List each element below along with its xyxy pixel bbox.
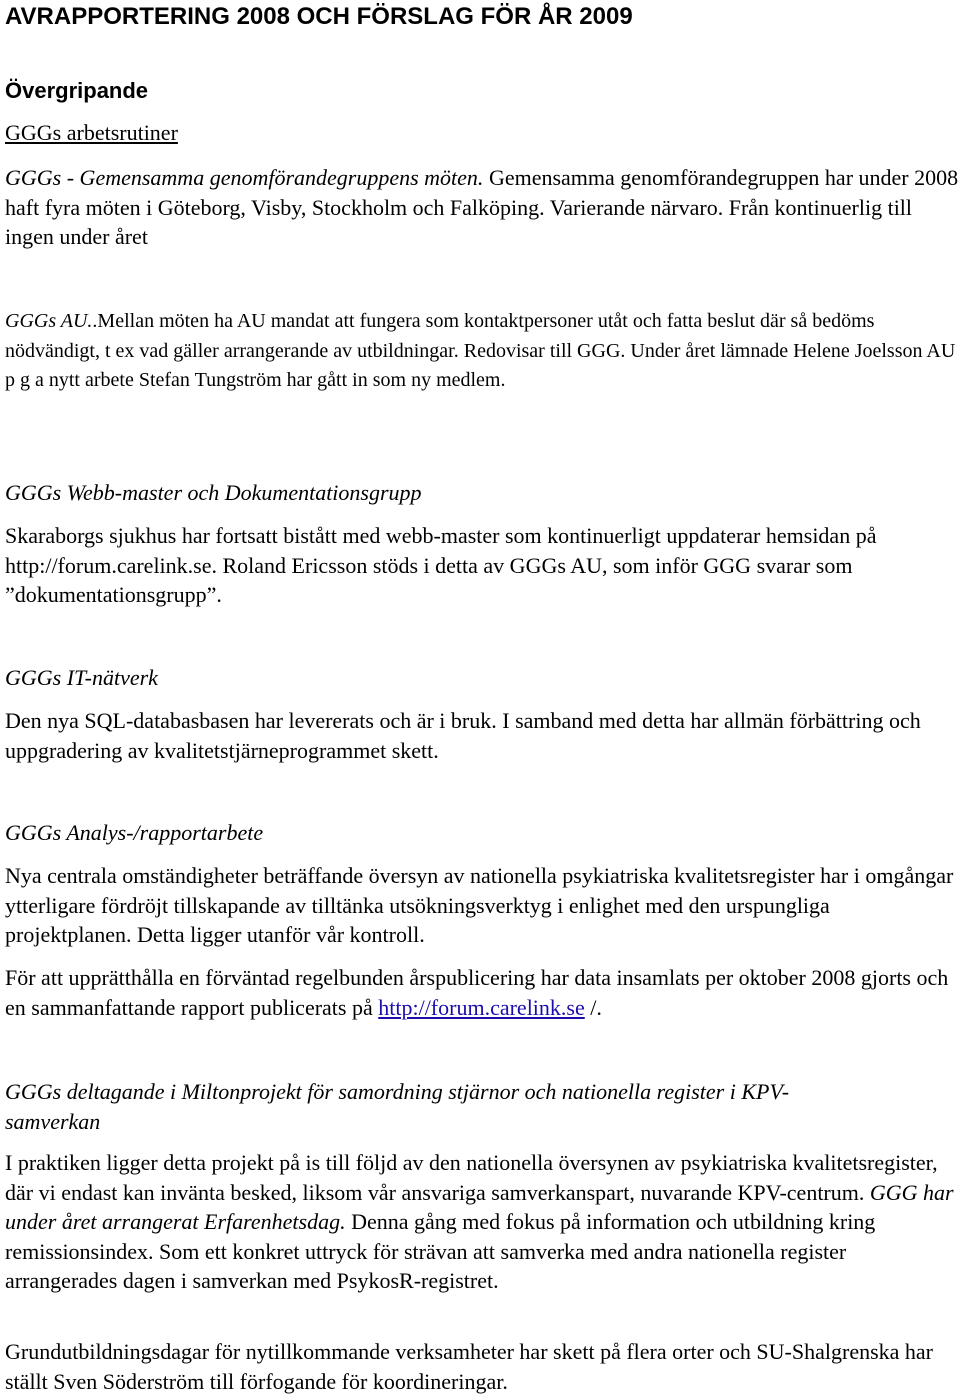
heading-webmaster: GGGs Webb-master och Dokumentationsgrupp — [5, 480, 422, 505]
heading-milton-line1: GGGs deltagande i Miltonprojekt för samordning stjärnor och nationella register i KPV- — [5, 1079, 790, 1104]
heading-milton-line2: samverkan — [5, 1108, 101, 1134]
heading-milton — [5, 1077, 960, 1136]
paragraph-analysis-1: Nya centrala omständigheter beträffande översyn av nationella psykiatriska kvalitetsregister har i omgångar ytterligare fördröjt tillskapande av tilltänka utsökningsverktyg i enlighet med den urspungliga projektplanen. Detta ligger utanför vår kontroll. — [5, 863, 954, 947]
meetings-lead: GGGs - Gemensamma genomförandegruppens möten. — [5, 165, 484, 190]
paragraph-milton — [5, 1148, 960, 1296]
milton-text-italic: GGG har under året arrangerat Erfarenhetsdag. — [5, 1179, 954, 1234]
analysis-text-after: /. — [584, 994, 602, 1020]
paragraph-milton-2: Grundutbildningsdagar för nytillkommande verksamheter har skett på flera orter och SU-Shalgrenska har ställt Sven Söderström till förfogande för koordineringar. — [5, 1339, 933, 1394]
au-text: .Mellan möten ha AU mandat att fungera som kontaktpersoner utåt och fatta beslut där så bedöms nödvändigt, t ex vad gäller arrangerande av utbildningar. Redovisar till GGG. Under året lämnade Helene Joelsson AU p g a nytt arbete Stefan Tungström har gått in som ny medlem. — [5, 310, 956, 391]
au-lead: GGGs AU. — [5, 310, 93, 332]
page-title: AVRAPPORTERING 2008 OCH FÖRSLAG FÖR ÅR 2009 — [5, 3, 633, 30]
paragraph-analysis-2 — [5, 963, 960, 1022]
paragraph-it: Den nya SQL-databasbasen har levererats och är i bruk. I samband med detta har allmän förbättring och uppgradering av kvalitetstjärneprogrammet skett. — [5, 708, 921, 763]
heading-analysis: GGGs Analys-/rapportarbete — [5, 820, 264, 845]
section-heading-overview: Övergripande — [5, 78, 149, 103]
paragraph-meetings — [5, 163, 960, 252]
carelink-link[interactable]: http://forum.carelink.se — [378, 994, 585, 1020]
milton-text-before: I praktiken ligger detta projekt på is till följd av den nationella översynen av psykiatriska kvalitetsregister, där vi endast kan invänta besked, liksom vår ansvariga samverkanspart, nuvarande KPV-centrum. — [5, 1150, 938, 1205]
milton-text-after: Denna gång med fokus på information och utbildning kring remissionsindex. Som ett konkret uttryck för strävan att samverka med andra nationella register arrangerades dagen i samverkan med PsykosR-registret. — [5, 1209, 876, 1293]
paragraph-webmaster: Skaraborgs sjukhus har fortsatt bistått med webb-master som kontinuerligt uppdaterar hemsidan på http://forum.carelink.se. Roland Ericsson stöds i detta av GGGs AU, som inför GGG svarar som ”dokumentationsgrupp”. — [5, 523, 877, 607]
heading-it: GGGs IT-nätverk — [5, 665, 158, 690]
paragraph-au — [5, 307, 960, 396]
subheading-routines: GGGs arbetsrutiner — [5, 120, 178, 145]
meetings-text: Gemensamma genomförandegruppen har under 2008 haft fyra möten i Göteborg, Visby, Stockholm och Falköping. Varierande närvaro. Från kontinuerlig till ingen under året — [5, 165, 959, 249]
analysis-text-before: För att upprätthålla en förväntad regelbunden årspublicering har data insamlats per oktober 2008 gjorts och en sammanfattande rapport publicerats på — [5, 965, 949, 1020]
